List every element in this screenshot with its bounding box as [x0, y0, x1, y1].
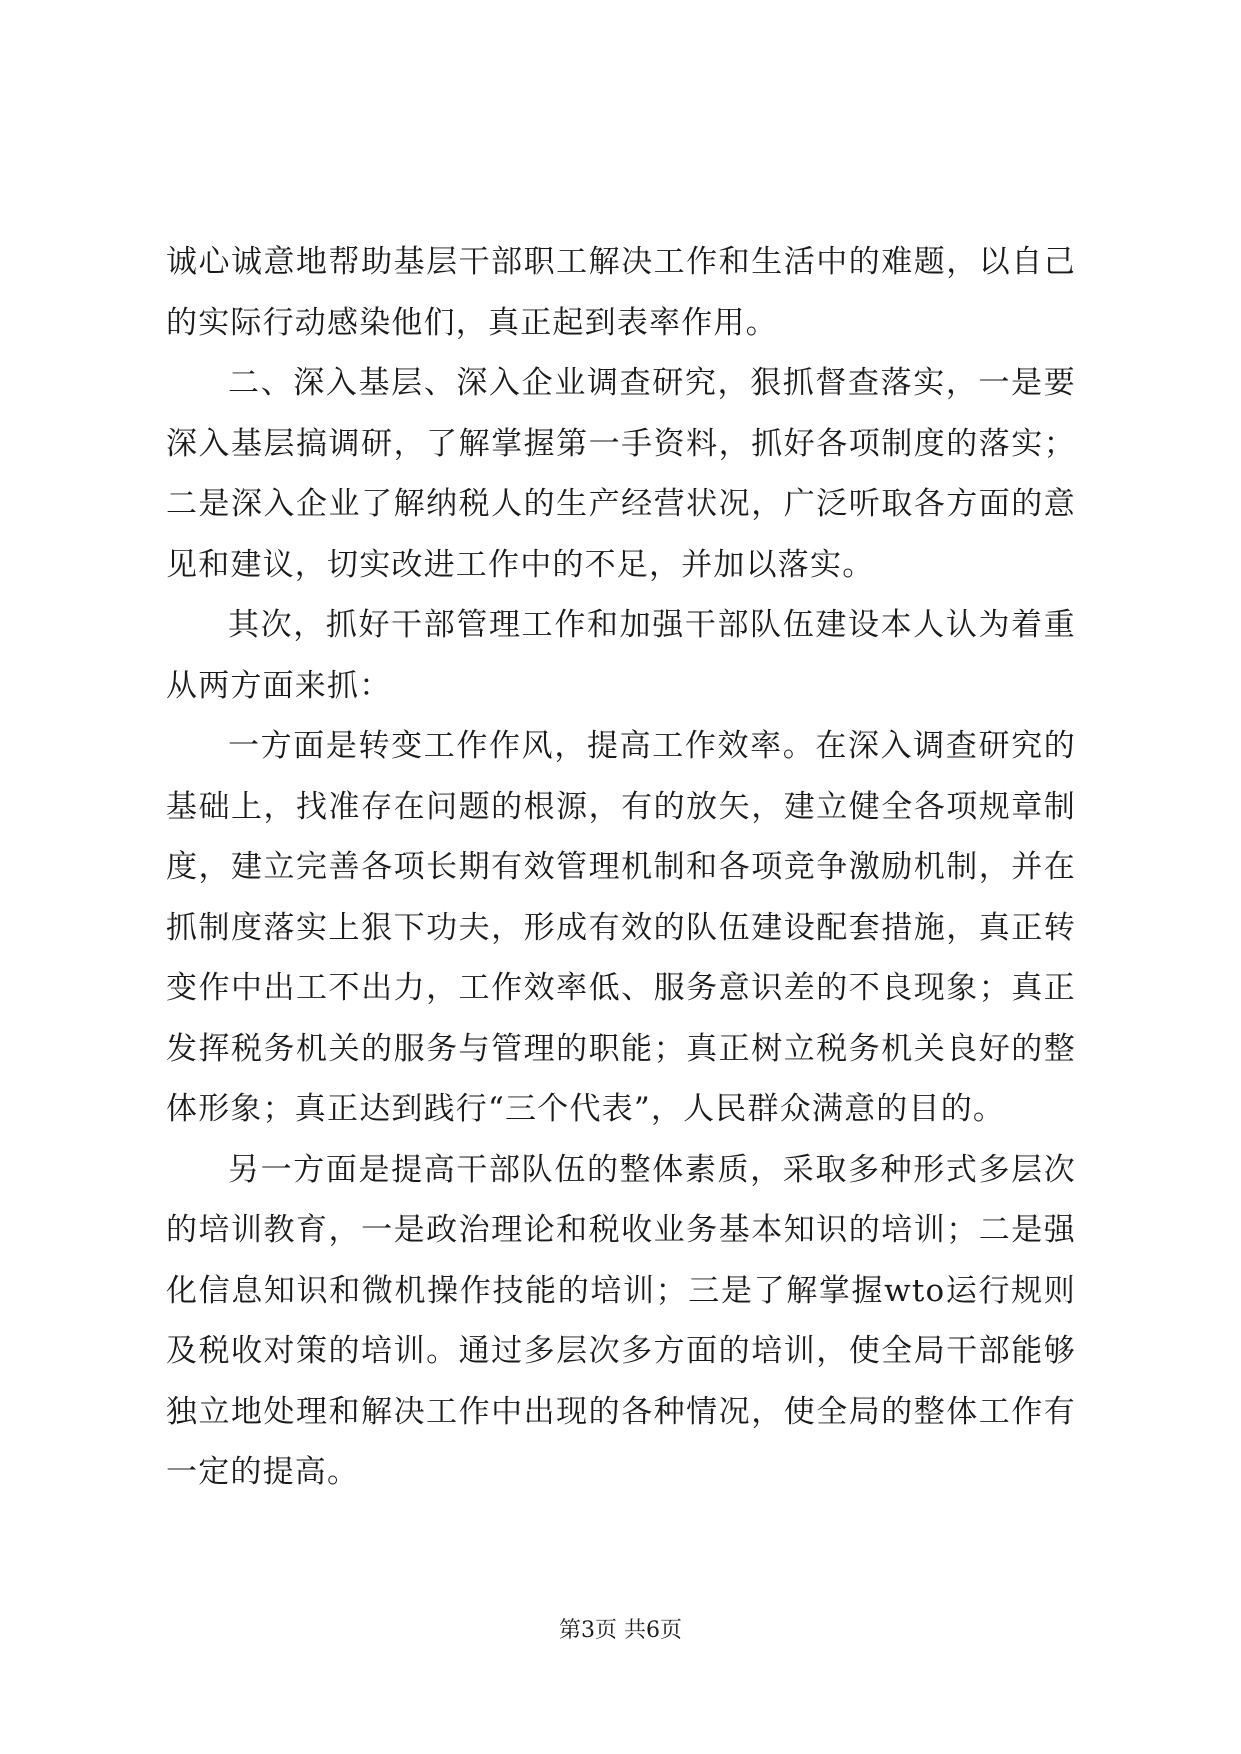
paragraph-2: 二、深入基层、深入企业调查研究，狠抓督查落实，一是要深入基层搞调研，了解掌握第一手资料，抓好各项制度的落实；二是深入企业了解纳税人的生产经营状况，广泛听取各方面的意见和建议，切实改进工作中的不足，并加以落实。	[166, 365, 1076, 583]
paragraph-3: 其次，抓好干部管理工作和加强干部队伍建设本人认为着重从两方面来抓：	[166, 607, 1076, 704]
paragraph-1: 诚心诚意地帮助基层干部职工解决工作和生活中的难题，以自己的实际行动感染他们，真正起到表率作用。	[166, 244, 1076, 341]
paragraph-4: 一方面是转变工作作风，提高工作效率。在深入调查研究的基础上，找准存在问题的根源，有的放矢，建立健全各项规章制度，建立完善各项长期有效管理机制和各项竞争激励机制，并在抓制度落实上狠下功夫，形成有效的队伍建设配套措施，真正转变作中出工不出力，工作效率低、服务意识差的不良现象；真正发挥税务机关的服务与管理的职能；真正树立税务机关良好的整体形象；真正达到践行“三个代表”，人民群众满意的目的。	[166, 728, 1076, 1127]
document-body	[166, 232, 1076, 1503]
page-number-footer: 第3页 共6页	[559, 1618, 682, 1643]
paragraph-5: 另一方面是提高干部队伍的整体素质，采取多种形式多层次的培训教育，一是政治理论和税收业务基本知识的培训；二是强化信息知识和微机操作技能的培训；三是了解掌握wto运行规则及税收对策的培训。通过多层次多方面的培训，使全局干部能够独立地处理和解决工作中出现的各种情况，使全局的整体工作有一定的提高。	[166, 1151, 1076, 1490]
